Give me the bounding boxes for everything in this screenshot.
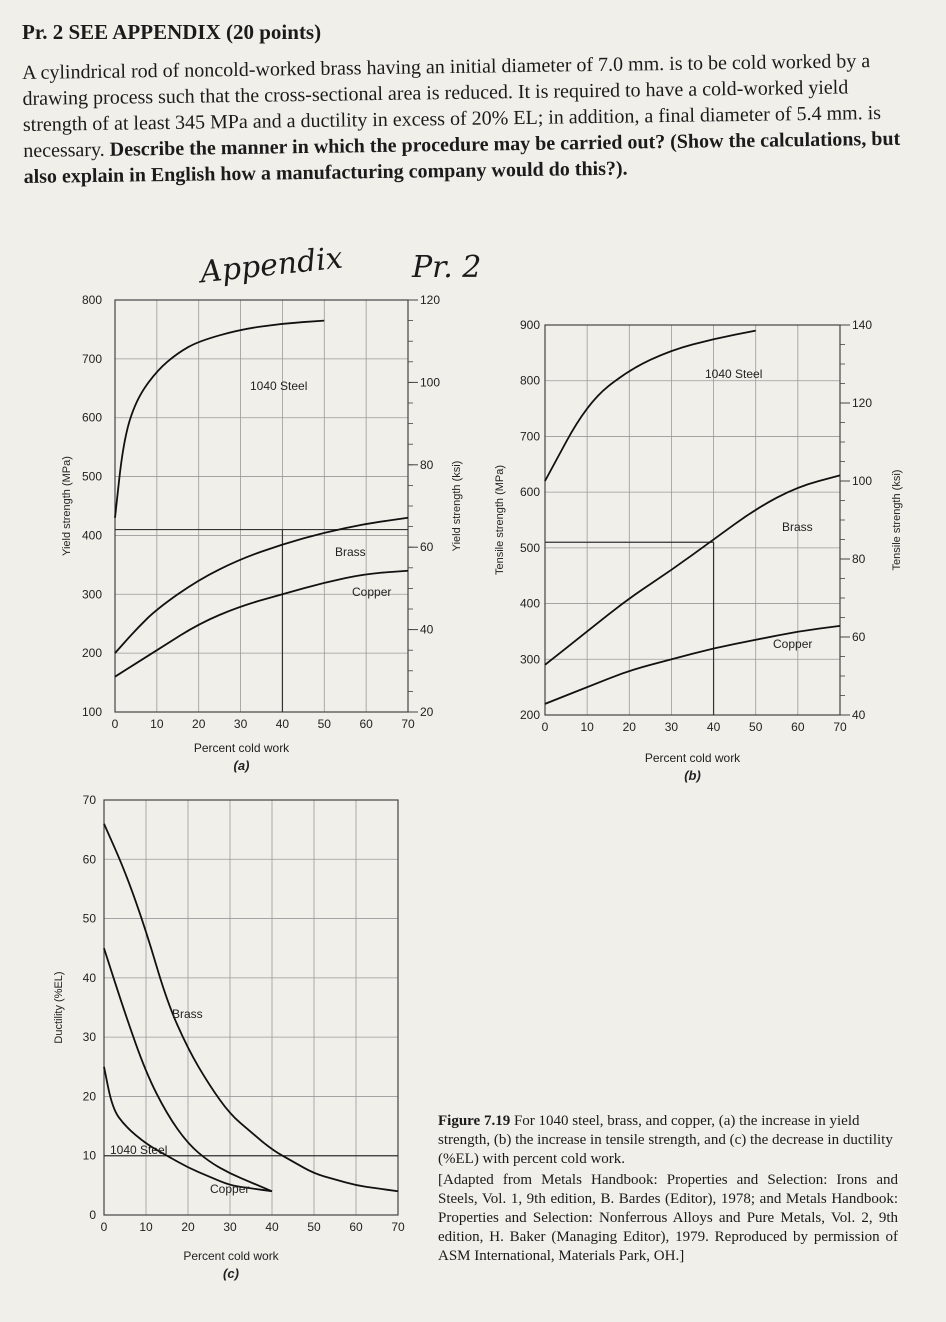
chart-a-ytick-label: 700 — [81, 351, 102, 366]
chart-b-xtick-label: 0 — [541, 720, 549, 734]
chart-a-xtick-label: 50 — [317, 717, 331, 731]
chart-c-panel-label: (c) — [223, 1266, 239, 1281]
handwritten-appendix: Appendix — [198, 240, 345, 291]
chart-b-ylabel-right: Tensile strength (ksi) — [891, 469, 903, 571]
chart-a-ytick-label: 500 — [81, 469, 102, 484]
chart-c-ylabel: Ductility (%EL) — [53, 971, 65, 1044]
chart-a-ytick-right-label: 40 — [420, 622, 434, 637]
chart-b-ytick-right-label: 120 — [852, 396, 873, 410]
chart-b-panel-label: (b) — [684, 768, 701, 783]
chart-c-xtick-label: 40 — [265, 1220, 279, 1234]
chart-b-ytick-label: 200 — [519, 708, 540, 722]
chart-c-ytick-label: 70 — [82, 793, 96, 807]
chart-b-xtick-label: 30 — [664, 720, 679, 734]
chart-a-series-1040-steel — [115, 321, 324, 518]
chart-c-xtick-label: 70 — [391, 1220, 405, 1234]
chart-b-ytick-right-label: 60 — [852, 630, 866, 644]
chart-a-frame — [115, 300, 408, 712]
chart-c-series-label-1040-steel: 1040 Steel — [110, 1143, 168, 1157]
chart-a-xtick-label: 40 — [275, 717, 290, 731]
chart-c-xtick-label: 50 — [307, 1220, 321, 1234]
chart-b-ytick-label: 400 — [519, 596, 540, 611]
chart-a-xtick-label: 10 — [150, 717, 164, 731]
chart-c-ytick-label: 20 — [82, 1089, 96, 1104]
chart-b-ytick-right-label: 100 — [852, 474, 873, 488]
chart-c-series-brass — [104, 824, 398, 1192]
chart-c-ytick-label: 60 — [82, 852, 96, 867]
chart-c-xtick-label: 0 — [100, 1220, 108, 1234]
chart-b-xtick-label: 10 — [580, 720, 594, 734]
chart-a-xtick-label: 70 — [401, 717, 415, 731]
chart-b-ytick-label: 500 — [519, 540, 540, 555]
chart-b-xtick-label: 50 — [749, 720, 763, 734]
chart-b-xtick-label: 60 — [791, 720, 805, 734]
chart-a-ytick-right-label: 20 — [420, 705, 434, 719]
chart-c-ytick-label: 50 — [82, 911, 96, 926]
chart-c-ytick-label: 30 — [82, 1030, 96, 1045]
chart-c-xtick-label: 30 — [223, 1220, 237, 1234]
chart-a-xtick-label: 0 — [111, 717, 119, 731]
chart-b-ytick-label: 600 — [519, 485, 540, 500]
chart-c-series-label-brass: Brass — [172, 1007, 203, 1021]
chart-a-xlabel: Percent cold work — [193, 741, 290, 755]
chart-b-xtick-label: 40 — [706, 720, 721, 734]
chart-a-ytick-label: 400 — [81, 528, 102, 543]
chart-b-xtick-label: 20 — [622, 720, 636, 734]
chart-b-series-1040-steel — [545, 331, 756, 481]
chart-a-ytick-label: 200 — [81, 646, 102, 661]
chart-c-xlabel: Percent cold work — [183, 1249, 279, 1263]
chart-b-ytick-right-label: 140 — [852, 318, 873, 332]
handwritten-pr2: Pr. 2 — [412, 250, 482, 285]
problem-body: A cylindrical rod of noncold-worked brass having an initial diameter of 7.0 mm. is to be cold worked by a drawing process such that the cross-sectional area is reduced. It is required to have a cold-worked yield strength of at least 345 MPa and a ductility in excess of 20% EL; in addition, a final diameter of 5.4 mm. is necessary. — [22, 50, 882, 162]
chart-a-ytick-right-label: 100 — [420, 375, 441, 390]
chart-c-xtick-label: 60 — [349, 1220, 363, 1234]
problem-title: Pr. 2 SEE APPENDIX (20 points) — [22, 20, 322, 44]
chart-a-series-label-1040-steel: 1040 Steel — [250, 379, 308, 393]
caption-text: For 1040 steel, brass, and copper, (a) the increase in yield strength, (b) the increase in tensile strength, and (c) the decrease in ductility (%EL) with percent cold work. — [438, 1113, 893, 1167]
chart-c-ytick-label: 10 — [82, 1148, 96, 1163]
chart-a-ytick-label: 600 — [81, 410, 102, 425]
chart-b-ylabel: Tensile strength (MPa) — [494, 464, 506, 576]
chart-b-series-label-copper: Copper — [773, 637, 813, 651]
chart-c-series-label-copper: Copper — [210, 1182, 250, 1196]
chart-a-ytick-right-label: 120 — [420, 293, 441, 307]
chart-c-xtick-label: 20 — [181, 1220, 195, 1234]
chart-a-ytick-label: 100 — [81, 705, 102, 719]
chart-a-ytick-right-label: 80 — [420, 457, 434, 472]
caption-label: Figure 7.19 — [438, 1113, 511, 1129]
chart-a-ytick-right-label: 60 — [420, 540, 434, 555]
chart-b-xtick-label: 70 — [833, 720, 847, 734]
chart-a-panel-label: (a) — [233, 758, 250, 773]
chart-a-ylabel-right: Yield strength (ksi) — [451, 460, 463, 552]
figure-caption — [438, 1112, 898, 1266]
chart-a-xtick-label: 30 — [233, 717, 248, 731]
chart-c-ytick-label: 40 — [82, 970, 96, 985]
chart-b-series-label-brass: Brass — [782, 520, 813, 534]
chart-b-ytick-label: 700 — [519, 429, 540, 444]
chart-a-ytick-label: 800 — [81, 293, 102, 307]
chart-a-ylabel: Yield strength (MPa) — [61, 456, 73, 556]
problem-question: Describe the manner in which the procedure may be carried out? (Show the calculations, but also explain in English how a manufacturing company would do this?). — [23, 127, 901, 188]
chart-b-ytick-right-label: 40 — [852, 708, 866, 722]
chart-c-ytick-label: 0 — [89, 1208, 96, 1222]
chart-b-series-label-1040-steel: 1040 Steel — [705, 367, 763, 381]
chart-b-ytick-label: 300 — [519, 652, 540, 667]
chart-a-ytick-label: 300 — [81, 587, 102, 602]
chart-b-ytick-label: 800 — [519, 373, 540, 388]
chart-a-series-label-copper: Copper — [352, 585, 392, 599]
chart-a-xtick-label: 60 — [359, 717, 373, 731]
chart-b-xlabel: Percent cold work — [644, 751, 741, 765]
chart-a-series-label-brass: Brass — [335, 545, 366, 559]
caption-source: [Adapted from Metals Handbook: Properties and Selection: Irons and Steels, Vol. 1, 9th edition, B. Bardes (Editor), 1978; and Metals Handbook: Properties and Selection: Nonferrous Alloys and Pure Metals, Vol. 2, 9th edition, H. Baker (Managing Editor), 1979. Reproduced by permission of ASM International, Materials Park, OH.] — [438, 1172, 898, 1264]
chart-c-xtick-label: 10 — [139, 1220, 153, 1234]
chart-a-xtick-label: 20 — [192, 717, 206, 731]
chart-b-ytick-right-label: 80 — [852, 552, 866, 566]
chart-b-ytick-label: 900 — [519, 318, 540, 332]
